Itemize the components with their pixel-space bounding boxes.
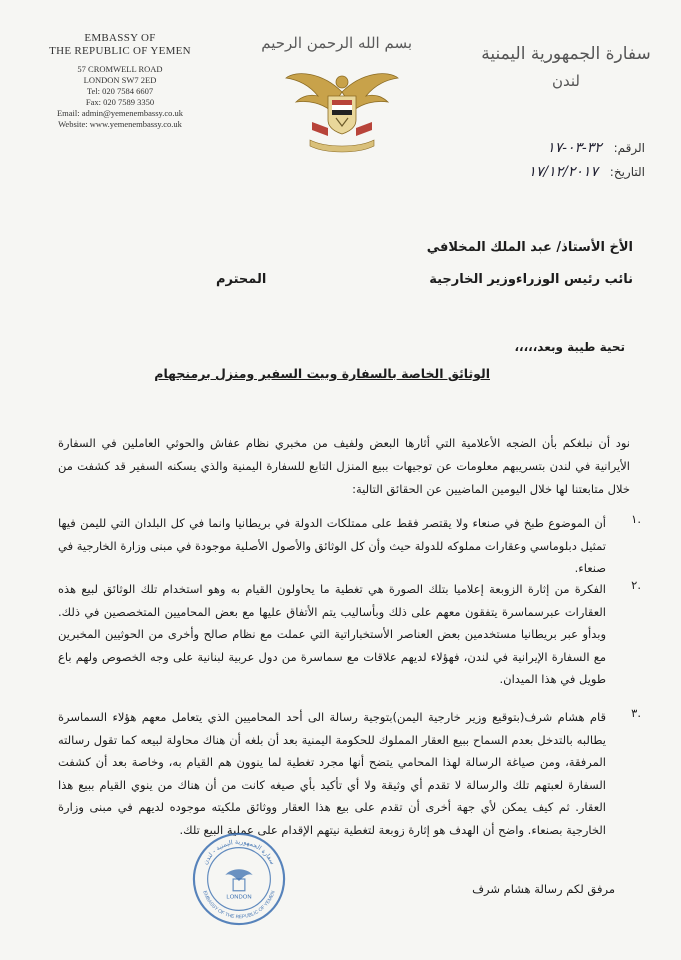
intro-paragraph: نود أن نبلغكم بأن الضجه الأعلامية التي أثارها البعض ولفيف من مخبري نظام عفاش والحوثي العاملين في السفارة الأيرانية في لندن بتسريبهم معلومات عن توجيهات ببيع المنزل التابع للسفارة اليمنية والذي يسكنه السفير قد كشفت من خلال متابعتنا لها خلال اليومين الماضيين عن الحقائق التالية: [58,436,630,496]
letterhead-english [40,32,200,130]
embassy-city: LONDON SW7 2ED [83,75,157,85]
yemen-eagle-emblem-icon [282,62,402,154]
item-number: .٢ [631,578,641,592]
embassy-name-arabic: سفارة الجمهورية اليمنية [481,44,651,64]
letter-subject: الوثائق الخاصة بالسفارة وبيت السفير ومنزل برمنجهام [154,366,490,381]
date-label: التاريخ: [609,165,645,179]
embassy-name-line1: EMBASSY OF [84,32,156,44]
addressee-title: نائب رئيس الوزراءوزير الخارجية [429,272,633,287]
stamp-city: LONDON [226,894,252,901]
greeting: تحية طيبة وبعد،،،،، [514,340,625,354]
embassy-name-line2: THE REPUBLIC OF YEMEN [49,45,191,57]
reference-value: ٣٢-٠٣-١٧ [547,140,602,156]
basmala-calligraphy: بسم الله الرحمن الرحيم [261,34,412,52]
reference-number [445,140,645,156]
date-value: ١٧/١٢/٢٠١٧ [528,164,598,180]
list-item: أن الموضوع طبخ في صنعاء ولا يقتصر فقط على ممتلكات الدولة في بريطانيا وانما في كل البلدان التي لليمن فيها تمثيل دبلوماسي وعقارات مملوكه للدولة حيث وأن كل الوثائق والأصول الأصلية موجودة في مبنى وزارة الخارجية في صنعاء. [58,516,606,575]
item-number: .٣ [631,706,641,720]
letter-date [445,164,645,180]
embassy-city-arabic: لندن [552,72,580,90]
embassy-address: 57 CROMWELL ROAD [77,64,163,74]
embassy-contact-block [40,64,200,130]
addressee-name: الأخ الأستاذ/ عبد الملك المخلافي [426,240,633,255]
list-item: قام هشام شرف(بتوقيع وزير خارجية اليمن)بتوجية رسالة الى أحد المحاميين الذي يتعامل معهم هؤلاء السماسرة يطالبه بالتدخل بعدم السماح ببيع العقار المملوك للحكومة اليمنية بعد أن بلغه أن هناك محاولة لبيعه كما تقول رسالته المرفقة، ومن صياغة الرسالة لهذا المحامي يتضح أنها مجرد تغطية لما ينوون هم القيام به، وخاصة بعد أن كشفت السفارة لعبتهم تلك والرسالة لا تقدم أي وثيقة ولا أي تأكيد بأي صيغه كانت من أن هناك من ينوي القيام ببيع هذا العقار. ثم كيف يمكن لأي جهة أخرى أن تقدم على بيع هذا العقار ووثائق ملكيته موجوده لديهم في مبنى وزارة الخارجية بصنعاء. واضح أن الهدف هو إثارة زوبعة لتغطية نيتهم الإقدام على عملية البيع تلك. [58,710,606,837]
embassy-website: Website: www.yemenembassy.co.uk [58,119,182,129]
reference-label: الرقم: [613,141,645,155]
embassy-stamp-icon [190,830,288,928]
stamp-text-arabic: سفارة الجمهورية اليمنية - لندن [201,837,277,866]
list-item: الفكرة من إثارة الزوبعة إعلاميا بتلك الصورة هي تغطية ما يحاولون القيام به وهو استخدام تلك الوثائق لبيع هذه العقارات عبرسماسرة يتفقون معهم على ذلك وبأساليب يتم الأتفاق عليها مع بعض المحاميين المتخصصين في ذلك. وبدأو عبر بريطانيا مستخدمين بعض العناصر الأستخباراتية التي عملت مع نظام صالح وأخرى من الحوثيين المخبرين مع السفارة الإيرانية في لندن، فهؤلاء لديهم علاقات مع سماسرة من دول عربية لبنانية على وجه الخصوص ولهم باع طويل في هذا الميدان. [58,582,606,686]
stamp-text-english: EMBASSY OF THE REPUBLIC OF YEMEN [201,890,277,921]
embassy-email: Email: admin@yemenembassy.co.uk [56,108,183,118]
embassy-fax: Fax: 020 7589 3350 [85,97,155,107]
enclosure-note: مرفق لكم رسالة هشام شرف [472,882,615,896]
letterhead-arabic [481,44,651,90]
item-number: .١ [631,512,641,526]
embassy-tel: Tel: 020 7584 6607 [86,86,154,96]
addressee-honorific: المحترم [216,272,267,287]
